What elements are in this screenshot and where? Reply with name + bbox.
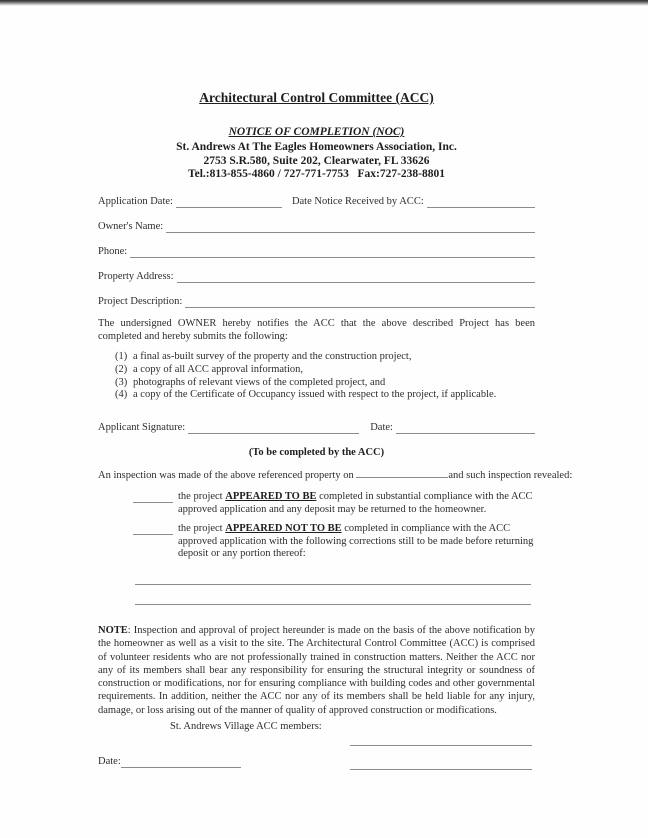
- option1-emphasis: APPEARED TO BE: [225, 491, 317, 502]
- footer-date-row: [98, 754, 338, 768]
- date-notice-received-label: Date Notice Received by ACC:: [291, 196, 424, 207]
- note-label: NOTE: [98, 625, 128, 636]
- phone-blank: [130, 245, 535, 258]
- application-date-row: [98, 194, 535, 208]
- date-notice-received-blank: [427, 195, 535, 208]
- project-description-label: Project Description:: [98, 296, 183, 307]
- option2-prefix: the project: [178, 523, 226, 534]
- organization-block: [98, 141, 535, 182]
- inspection-prefix: An inspection was made of the above referenced property on: [98, 470, 357, 481]
- inspection-suffix: and such inspection revealed:: [448, 470, 573, 481]
- option1-text: [178, 491, 535, 516]
- inspection-date-blank: [356, 466, 448, 478]
- list-item: [115, 377, 535, 390]
- list-item: [115, 351, 535, 364]
- list-item-number: (1): [115, 351, 128, 362]
- owners-name-row: [98, 219, 535, 233]
- application-date-blank: [176, 195, 282, 208]
- application-date-label: Application Date:: [98, 196, 173, 207]
- signature-date-label: Date:: [370, 422, 393, 433]
- option2-check-blank: [133, 523, 173, 535]
- list-item-text: photographs of relevant views of the completed project, and: [133, 376, 386, 388]
- member-signature-line-2: [350, 757, 532, 770]
- acc-section-heading: (To be completed by the ACC): [248, 447, 385, 458]
- organization-tel-fax: Tel.:813-855-4860 / 727-771-7753 Fax:727-238-8801: [187, 168, 446, 181]
- project-description-row: [98, 294, 535, 308]
- corrections-blank-line-2: [135, 592, 531, 605]
- option1-check-blank: [133, 491, 173, 503]
- option1-suffix: completed in substantial compliance with the ACC approved application and any deposit may be returned to the homeowner.: [178, 491, 533, 515]
- owners-name-label: Owner's Name:: [98, 221, 164, 232]
- document-content: [98, 0, 573, 838]
- option2-text: [178, 523, 535, 561]
- phone-row: [98, 244, 535, 258]
- property-address-blank: [177, 270, 535, 283]
- applicant-signature-label: Applicant Signature:: [98, 422, 186, 433]
- submission-items-list: [115, 351, 535, 402]
- inspection-line: [98, 466, 573, 482]
- acc-members-label: St. Andrews Village ACC members:: [170, 721, 322, 732]
- applicant-signature-row: [98, 420, 535, 434]
- document-subtitle: NOTICE OF COMPLETION (NOC): [228, 126, 405, 138]
- option2-suffix: completed in compliance with the ACC approved application with the following corrections still to be made before returning deposit or any portion thereof:: [178, 523, 534, 560]
- note-paragraph: [98, 624, 535, 717]
- list-item-number: (2): [115, 363, 128, 375]
- project-description-blank: [185, 295, 535, 308]
- list-item: [115, 389, 535, 402]
- option2-emphasis: APPEARED NOT TO BE: [225, 523, 342, 534]
- list-item-text: a copy of the Certificate of Occupancy issued with respect to the project, if applicable.: [133, 389, 497, 401]
- property-address-row: [98, 269, 535, 283]
- list-item-text: a final as-built survey of the property and the construction project,: [133, 351, 412, 362]
- intro-paragraph: The undersigned OWNER hereby notifies the ACC that the above described Project has been completed and hereby submits the following:: [98, 318, 535, 343]
- option-appeared-not-to-be: [133, 523, 535, 561]
- corrections-blank-line-1: [135, 572, 531, 585]
- phone-label: Phone:: [98, 246, 128, 257]
- list-item-number: (3): [115, 376, 128, 388]
- property-address-label: Property Address:: [98, 271, 174, 282]
- organization-name: St. Andrews At The Eagles Homeowners Association, Inc.: [176, 141, 457, 153]
- list-item: [115, 364, 535, 377]
- list-item-number: (4): [115, 389, 128, 401]
- option1-prefix: the project: [178, 491, 226, 502]
- document-title: Architectural Control Committee (ACC): [199, 90, 434, 105]
- note-text: : Inspection and approval of project hereunder is made on the basis of the above notification by the homeowner as well as a visit to the site. The Architectural Control Committee (ACC) is comprised of volunteer residents who are not professionally trained in construction matters. Neither the ACC nor any of its members shall bear any responsibility for ensuring the structural integrity or soundness of construction or modifications, nor for ensuring compliance with building codes and other governmental requirements. In addition, neither the ACC nor any of its members shall be held liable for any injury, damage, or loss arising out of the manner of quality of approved construction or modifications.: [98, 625, 535, 716]
- signature-date-blank: [396, 421, 535, 434]
- applicant-signature-blank: [188, 421, 359, 434]
- option-appeared-to-be: [133, 491, 535, 516]
- list-item-text: a copy of all ACC approval information,: [133, 363, 304, 375]
- footer-date-label: Date:: [98, 756, 121, 767]
- organization-address: 2753 S.R.580, Suite 202, Clearwater, FL 33626: [203, 154, 430, 167]
- owners-name-blank: [166, 220, 535, 233]
- member-signature-line-1: [350, 733, 532, 746]
- footer-date-blank: [121, 755, 241, 768]
